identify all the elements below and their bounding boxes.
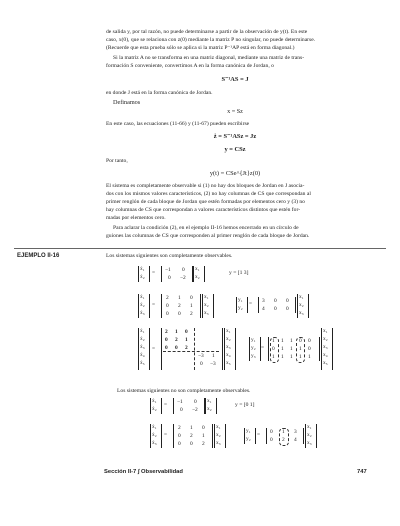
text-line: hay columnas de CS que correspondan a valores característicos distintos que estén for-: [106, 207, 301, 213]
example-intro: Los sistemas siguientes son completamente observables.: [106, 253, 233, 259]
text-line: de salida y, por tal razón, no puede determinarse a partir de la observación de y(t). En este: [106, 29, 308, 35]
footer-section: Sección II-7 ∫ Observabilidad: [104, 469, 183, 475]
text-line: dos con los mismos valores característicos, (2) no hay columnas de CS que correspondan al: [106, 191, 311, 197]
text-line: Por tanto,: [106, 158, 128, 164]
text-line: Para aclarar la condición (2), en el ejemplo II-16 hemos encerrado en un círculo de: [113, 225, 299, 231]
text-line: (Recuerde que esta prueba sólo se aplica si la matriz P⁻¹AP está en forma diagonal.): [106, 45, 295, 51]
example-rule: [14, 248, 386, 249]
text-line: primer renglón de cada bloque de Jordan que estén formadas por elementos cero y (3) no: [106, 199, 305, 205]
equation-state: ż = S⁻¹ASz = Jz: [213, 133, 257, 140]
text-line: madas por elementos cero.: [106, 215, 166, 221]
equation-solution: y(t) = CSe^{Jt}z(0): [209, 170, 261, 177]
text-line: Definamos: [113, 99, 141, 106]
text-line: formación S conveniente, convertimos A en la forma canónica de Jordan, o: [106, 63, 274, 69]
text-line: Si la matriz A no se transforma en una matriz diagonal, mediante una matriz de trans-: [113, 55, 305, 61]
page-number: 747: [357, 469, 367, 475]
document-page: de salida y, por tal razón, no puede determinarse a partir de la observación de y(t). En este caso, x(0), que se relaciona con z(0) mediante la matriz P no singular, no puede determinarse. (Recuerde que esta prueba sólo se aplica si la matriz P⁻¹AP está en forma diagonal.) Si la matriz A no se transforma en una matriz diagonal, mediante una matriz de trans- formación S conveniente, convertimos A en la forma canónica de Jordan, o S⁻¹AS = J en donde J está en la forma canónica de Jordan. Definamos x = Sz En este caso, las ecuaciones (11-66) y (11-67) pueden escribirse ż = S⁻¹ASz = Jz y = CSz Por tanto, y(t) = CSe^{Jt}z(0) El sistema es completamente observable si (1) no hay dos bloques de Jordan en J asocia- dos con los mismos valores característicos, (2) no hay columnas de CS que correspondan al primer renglón de cada bloque de Jordan que estén formadas por elementos cero y (3) no hay columnas de CS que correspondan a valores característicos distintos que estén for- madas por elementos cero. Para aclarar la condición (2), en el ejemplo II-16 hemos encerrado en un círculo de guiones las columnas de CS que corresponden al primer renglón de cada bloque de Jordan. EJEMPLO II-16 Los sistemas siguientes son completamente observables. ẋ₁ ẋ₂ = −1 0 0 −2 x₁ x₂ y = [1 3] ẋ₁ ẋ₂ ẋ₃ = 2 1 0 0 2 1 0 0 2 x₁ x₂ x₃ y₁ y₂ = 3 0 0 4 0 0 x₁ x₂ x₃ ẋ₁ ẋ₂ ẋ₃ ẋ₄ ẋ₅ = 2 1 0 0 2 1 0 0 2 −3 1 0 −3 x₁ x₂ x₃ x₄ x₅ y₁ y₂ y₃ = 1 1 1 0 0 0 1 1 1 0 1 1 1 1 1 x₁ x₂ x₃ x₄ x₅ Los sistemas siguientes no son completamente observables. ẋ₁ ẋ₂ = −1 0 0 −2 x₁ x₂ y = [0 1] ẋ₁ ẋ₂ ẋ₃ = 2 1 0 0 2 1 0 0 2 x₁ x₂ x₃ y₁ y₂ = 0 1 3 0 2 4 x₁ x₂ x₃ Sección II-7 ∫ Observabilidad 747: [17, 29, 367, 475]
text-line: en donde J está en la forma canónica de Jordan.: [106, 90, 213, 96]
text-line: El sistema es completamente observable si (1) no hay dos bloques de Jordan en J asocia-: [106, 183, 305, 189]
example-label: EJEMPLO II-16: [17, 253, 60, 259]
equation-output: y = CSz: [224, 146, 246, 153]
equation-jordan: S⁻¹AS = J: [221, 76, 249, 83]
text-line: En este caso, las ecuaciones (11-66) y (11-67) pueden escribirse: [106, 121, 250, 127]
example-intro-2: Los sistemas siguientes no son completamente observables.: [117, 388, 251, 394]
text-line: guiones las columnas de CS que corresponden al primer renglón de cada bloque de Jordan.: [106, 233, 310, 239]
text-line: caso, x(0), que se relaciona con z(0) mediante la matriz P no singular, no puede determinarse.: [106, 37, 316, 43]
equation-define: x = Sz: [227, 108, 243, 115]
